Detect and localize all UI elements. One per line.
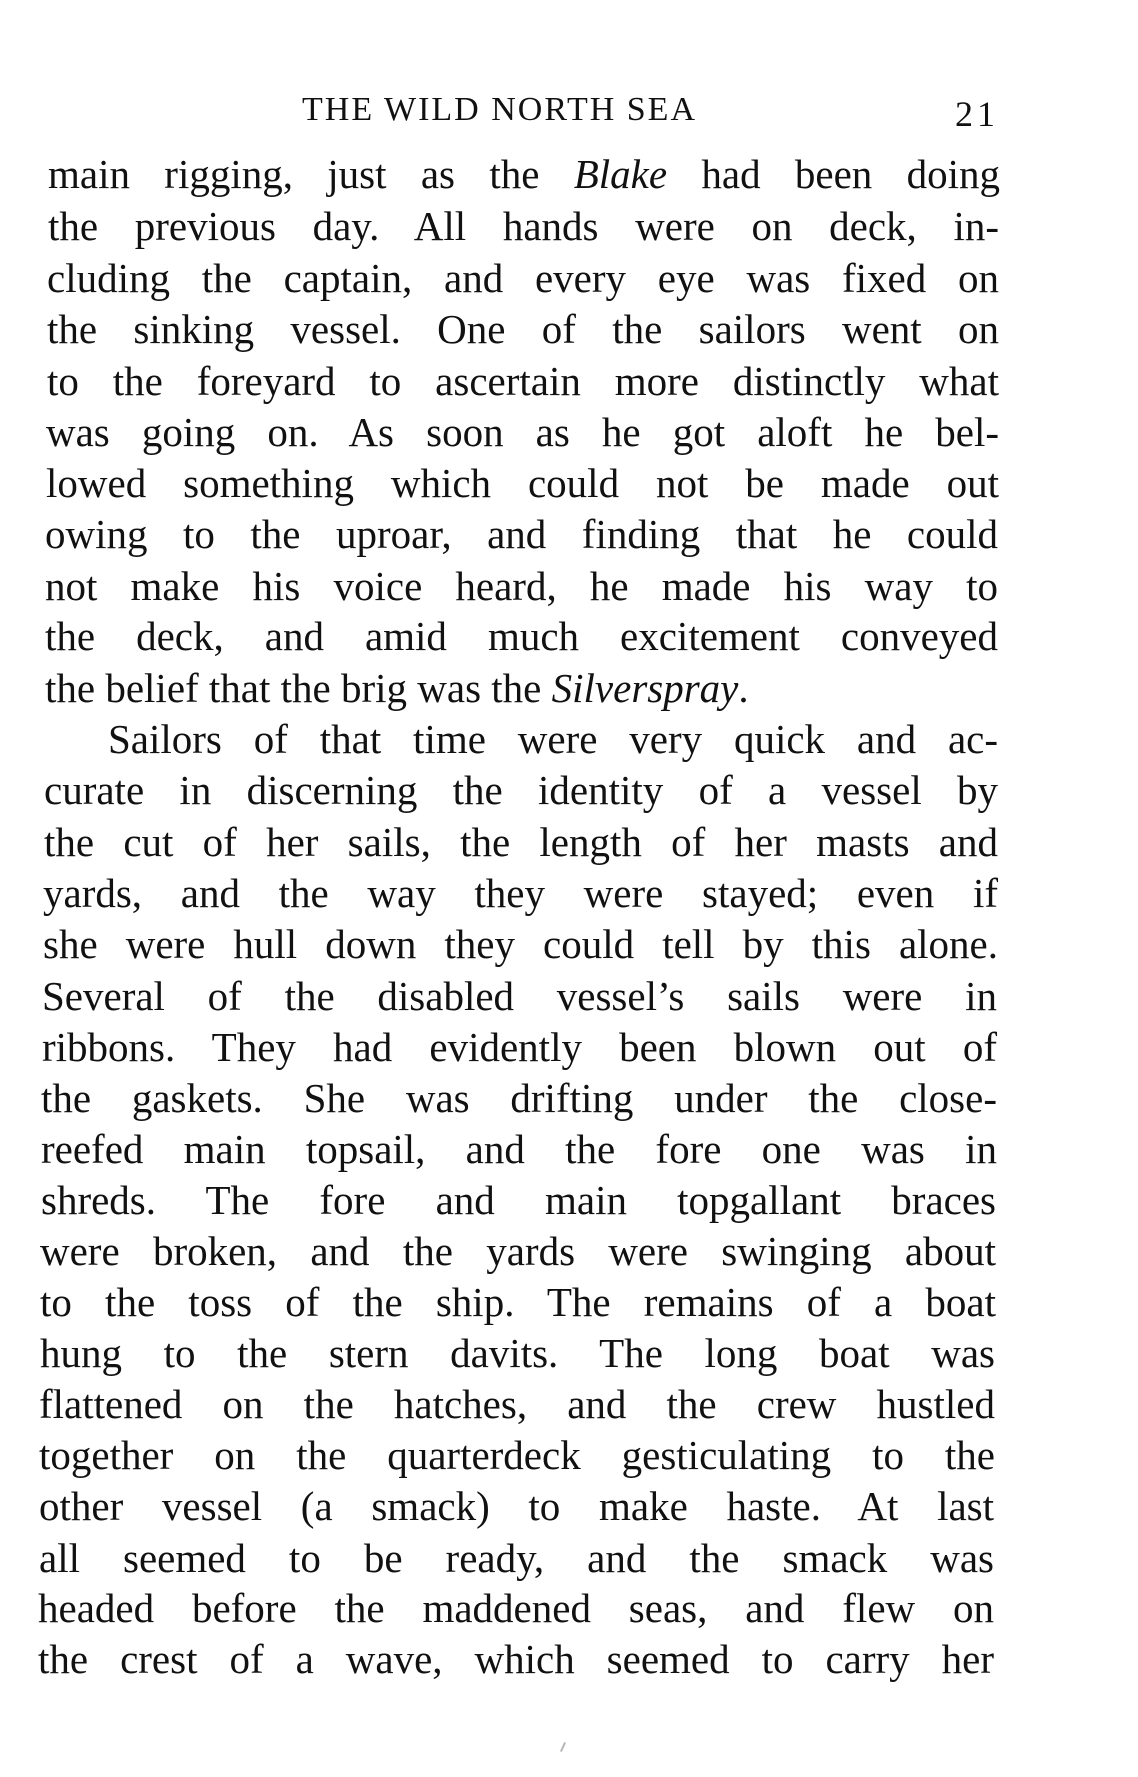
text-line: the gaskets. She was drifting under the close- <box>41 1075 997 1121</box>
text-line: was going on. As soon as he got aloft he bel- <box>46 409 999 455</box>
text-line: owing to the uproar, and finding that he could <box>45 511 998 557</box>
ship-name: Blake <box>573 151 668 197</box>
text-line: Several of the disabled vessel’s sails were in <box>42 973 997 1019</box>
text-line: the belief that the brig was the Silverspray. <box>45 665 749 711</box>
text-line: the previous day. All hands were on deck, in- <box>48 203 999 249</box>
text-line: the crest of a wave, which seemed to carry her <box>38 1636 994 1682</box>
text-line: yards, and the way they were stayed; even if <box>43 870 998 916</box>
running-title: THE WILD NORTH SEA <box>302 91 698 128</box>
text-line: headed before the maddened seas, and flew on <box>38 1585 994 1631</box>
text-line: cluding the captain, and every eye was fixed on <box>47 255 999 301</box>
page-number: 21 <box>955 94 999 134</box>
text-line: Sailors of that time were very quick and ac- <box>108 716 998 762</box>
text-line: the deck, and amid much excitement conveyed <box>45 613 998 659</box>
text-line: shreds. The fore and main topgallant braces <box>41 1177 996 1223</box>
text-line: the cut of her sails, the length of her masts and <box>44 819 998 865</box>
text-line: to the toss of the ship. The remains of a boat <box>40 1279 996 1325</box>
text-line: ribbons. They had evidently been blown out of <box>42 1024 997 1070</box>
text-line: together on the quarterdeck gesticulating to the <box>39 1432 995 1478</box>
text-line: main rigging, just as the Blake had been doing <box>48 151 1000 197</box>
text-line: lowed something which could not be made out <box>46 460 999 506</box>
text-line: curate in discerning the identity of a vessel by <box>44 767 998 813</box>
text-line: other vessel (a smack) to make haste. At last <box>39 1483 994 1529</box>
text-line: to the foreyard to ascertain more distinctly what <box>47 358 999 404</box>
text-line: the sinking vessel. One of the sailors went on <box>47 306 999 352</box>
text-line: were broken, and the yards were swinging about <box>40 1228 996 1274</box>
ship-name: Silverspray <box>551 665 739 711</box>
text-line: she were hull down they could tell by this alone. <box>43 921 998 967</box>
text-line: hung to the stern davits. The long boat was <box>40 1330 995 1376</box>
text-line: not make his voice heard, he made his way to <box>45 563 998 609</box>
text-line: reefed main topsail, and the fore one was in <box>41 1126 997 1172</box>
text-line: all seemed to be ready, and the smack was <box>39 1535 994 1581</box>
text-line: flattened on the hatches, and the crew hustled <box>39 1381 995 1427</box>
